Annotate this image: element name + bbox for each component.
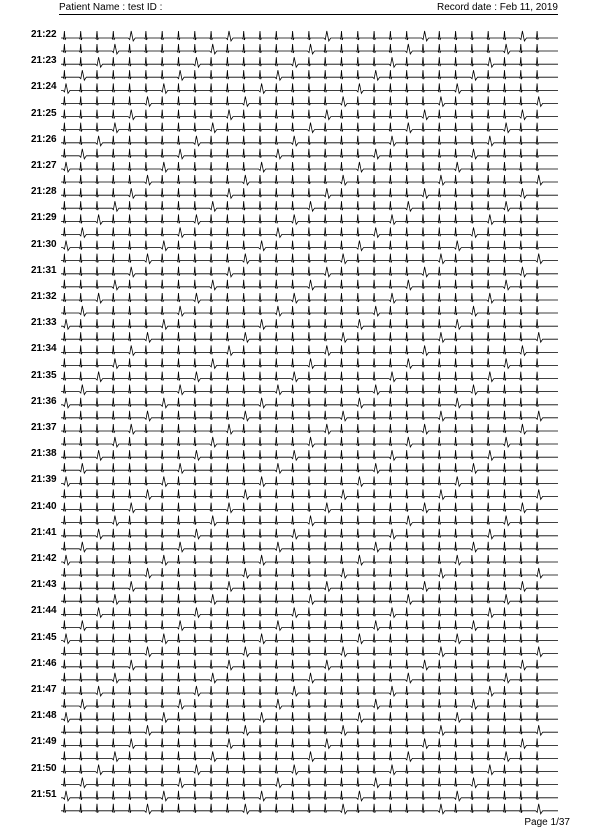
ecg-trace-line [61, 241, 558, 251]
strip-time-label: 21:23 [31, 55, 57, 67]
ecg-trace-line [61, 738, 558, 748]
ecg-trace-line [61, 306, 558, 316]
ecg-trace-line [61, 345, 558, 355]
strip-time-label: 21:25 [31, 107, 57, 119]
ecg-trace-line [61, 372, 558, 382]
ecg-trace-line [61, 686, 558, 696]
ecg-trace-line [61, 529, 558, 539]
page-number: Page 1/37 [524, 817, 570, 828]
strip-time-label: 21:47 [31, 684, 57, 695]
ecg-trace-line [61, 450, 558, 460]
strip-time-label: 21:37 [31, 422, 57, 433]
ecg-trace-line [61, 712, 558, 722]
strip-time-label: 21:44 [31, 605, 57, 617]
ecg-trace-line [61, 503, 558, 513]
strip-time-label: 21:38 [31, 448, 57, 460]
strip-time-label: 21:34 [31, 343, 57, 355]
ecg-trace-line [61, 673, 558, 683]
ecg-trace-line [61, 293, 558, 303]
patient-info: Patient Name : test ID : [59, 2, 163, 13]
ecg-trace-line [61, 568, 558, 578]
ecg-trace-line [61, 110, 558, 120]
ecg-trace-line [61, 136, 558, 146]
strip-time-label: 21:24 [31, 81, 57, 93]
strip-time-label: 21:31 [31, 264, 57, 276]
strip-time-label: 21:22 [31, 29, 57, 40]
strip-time-label: 21:27 [31, 160, 57, 171]
ecg-trace-line [61, 778, 558, 788]
strip-time-label: 21:41 [31, 526, 57, 538]
ecg-trace-line [61, 634, 558, 644]
ecg-trace-line [61, 489, 558, 499]
ecg-trace-line [61, 332, 558, 342]
ecg-trace-line [61, 581, 558, 591]
ecg-trace-line [61, 280, 558, 290]
strip-time-label: 21:32 [31, 291, 57, 302]
ecg-trace-line [61, 765, 558, 775]
record-date: Record date : Feb 11, 2019 [436, 2, 558, 13]
ecg-trace-line [61, 162, 558, 172]
ecg-trace-line [61, 620, 558, 630]
ecg-trace-line [61, 411, 558, 421]
strip-time-label: 21:42 [31, 553, 57, 564]
ecg-trace-line [61, 123, 558, 133]
ecg-trace-line [61, 149, 558, 159]
ecg-trace-line [61, 70, 558, 80]
ecg-trace-line [61, 424, 558, 434]
ecg-trace-line [61, 751, 558, 761]
ecg-trace-line [61, 214, 558, 224]
ecg-trace-line [61, 227, 558, 237]
strip-time-label: 21:49 [31, 736, 57, 748]
strip-time-label: 21:33 [31, 317, 57, 329]
strip-time-label: 21:29 [31, 212, 57, 224]
ecg-trace-line [61, 437, 558, 447]
ecg-trace-line [61, 791, 558, 801]
ecg-trace-line [61, 699, 558, 709]
ecg-trace-line [61, 516, 558, 526]
strip-time-label: 21:36 [31, 395, 57, 407]
ecg-trace-line [61, 476, 558, 486]
ecg-trace-line [61, 358, 558, 368]
ecg-trace-line [61, 57, 558, 67]
ecg-trace-line [61, 385, 558, 395]
ecg-trace-line [61, 254, 558, 264]
strip-time-label: 21:30 [31, 238, 57, 250]
ecg-trace-line [61, 96, 558, 106]
strip-time-label: 21:50 [31, 762, 57, 774]
strip-time-label: 21:48 [31, 710, 57, 722]
ecg-trace-line [61, 542, 558, 552]
ecg-trace-line [61, 725, 558, 735]
strip-time-label: 21:39 [31, 474, 57, 486]
ecg-trace-line [61, 555, 558, 565]
ecg-trace-line [61, 83, 558, 93]
strip-time-label: 21:40 [31, 500, 57, 512]
strip-time-label: 21:45 [31, 631, 57, 643]
ecg-trace-line [61, 463, 558, 473]
ecg-trace-line [61, 594, 558, 604]
ecg-trace-line [61, 660, 558, 670]
strip-time-label: 21:46 [31, 657, 57, 669]
ecg-trace-line [61, 607, 558, 617]
ecg-trace-line [61, 804, 558, 814]
strip-time-label: 21:26 [31, 133, 57, 145]
ecg-trace-line [61, 201, 558, 211]
strip-time-label: 21:51 [31, 788, 57, 800]
ecg-trace-line [61, 647, 558, 657]
strip-time-label: 21:28 [31, 186, 57, 198]
ecg-trace-line [61, 31, 558, 41]
ecg-trace-line [61, 398, 558, 408]
ecg-trace-line [61, 267, 558, 277]
ecg-trace-line [61, 44, 558, 54]
ecg-trace-line [61, 319, 558, 329]
strip-time-label: 21:35 [31, 369, 57, 381]
ecg-trace-line [61, 188, 558, 198]
ecg-trace-line [61, 175, 558, 185]
strip-time-label: 21:43 [31, 579, 57, 591]
